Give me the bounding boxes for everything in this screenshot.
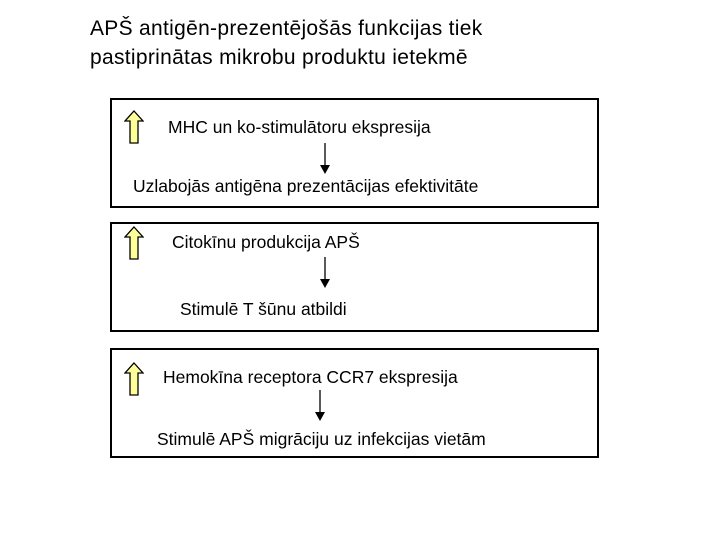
down-arrow-icon <box>313 390 327 422</box>
down-arrow-icon <box>318 257 332 289</box>
box-3-bottom-text: Stimulē APŠ migrāciju uz infekcijas vietām <box>157 429 486 449</box>
title-line-1: APŠ antigēn-prezentējošās funkcijas tiek <box>90 17 483 40</box>
slide-title <box>90 14 650 72</box>
down-arrow-icon <box>318 143 332 175</box>
box-2-bottom-text: Stimulē T šūnu atbildi <box>180 299 347 319</box>
box-1-top-text: MHC un ko-stimulātoru ekspresija <box>168 117 431 137</box>
up-arrow-icon <box>124 362 144 396</box>
box-1-bottom-text: Uzlabojās antigēna prezentācijas efektivitāte <box>133 176 479 196</box>
up-arrow-icon <box>124 226 144 260</box>
title-line-2: pastiprinātas mikrobu produktu ietekmē <box>90 46 468 69</box>
up-arrow-icon <box>124 110 144 144</box>
box-3-top-text: Hemokīna receptora CCR7 ekspresija <box>163 367 458 387</box>
box-2-top-text: Citokīnu produkcija APŠ <box>172 232 360 252</box>
